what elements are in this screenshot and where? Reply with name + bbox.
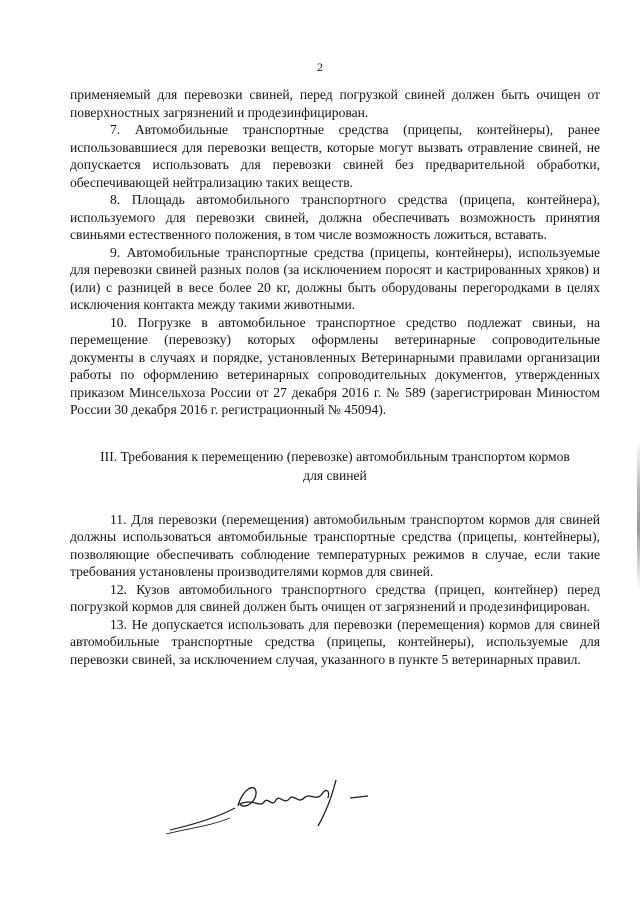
paragraph-7: 7. Автомобильные транспортные средства (прицепы, контейнеры), ранее использовавшиеся для перевозки веществ, которые могут вызвать отравление свиней, не допускается использовать для перевозки свиней без предварительной обработки, обеспечивающей нейтрализацию таких веществ. <box>70 122 600 190</box>
paragraph-11: 11. Для перевозки (перемещения) автомобильным транспортом кормов для свиней должны использоваться автомобильные транспортные средства (прицепы, контейнеры), позволяющие обеспечивать соблюдение температурных режимов в случае, если такие требования установлены производителями кормов для свиней. <box>70 511 600 579</box>
signature-image <box>160 768 380 838</box>
paragraph-continuation: применяемый для перевозки свиней, перед погрузкой свиней должен быть очищен от поверхностных загрязнений и продезинфицирован. <box>70 87 600 120</box>
paragraph-8: 8. Площадь автомобильного транспортного средства (прицепа, контейнера), используемого для перевозки свиней, должна обеспечивать возможность принятия свиньями естественного положения, в том числе возможность ложиться, вставать. <box>70 192 600 242</box>
section-heading: III. Требования к перемещению (перевозке) автомобильным транспортом кормов для свиней <box>100 448 570 483</box>
paragraph-13: 13. Не допускается использовать для перевозки (перемещения) кормов для свиней автомобильные транспортные средства (прицепы, контейнеры), используемые для перевозки свиней, за исключением случая, указанного в пункте 5 ветеринарных правил. <box>70 616 600 667</box>
paragraph-10: 10. Погрузке в автомобильное транспортное средство подлежат свиньи, на перемещение (перевозку) которых оформлены ветеринарные сопроводительные документы в случаях и порядке, установленных Ветеринарными правилами организации работы по оформлению ветеринарных сопроводительных документов, утвержденных приказом Минсельхоза России от 27 декабря 2016 г. № 589 (зарегистрирован Минюстом России 30 декабря 2016 г. регистрационный № 45094). <box>70 314 600 417</box>
paragraph-12: 12. Кузов автомобильного транспортного средства (прицеп, контейнер) перед погрузкой кормов для свиней должен быть очищен от загрязнений и продезинфицирован. <box>70 581 600 614</box>
page-number: 2 <box>317 60 323 74</box>
document-body <box>70 86 600 668</box>
paragraph-9: 9. Автомобильные транспортные средства (прицепы, контейнеры), используемые для перевозки свиней разных полов (за исключением поросят и кастрированных хряков) и (или) с разницей в весе более 20 кг, должны быть оборудованы перегородками в целях исключения контакта между такими животными. <box>70 244 600 312</box>
